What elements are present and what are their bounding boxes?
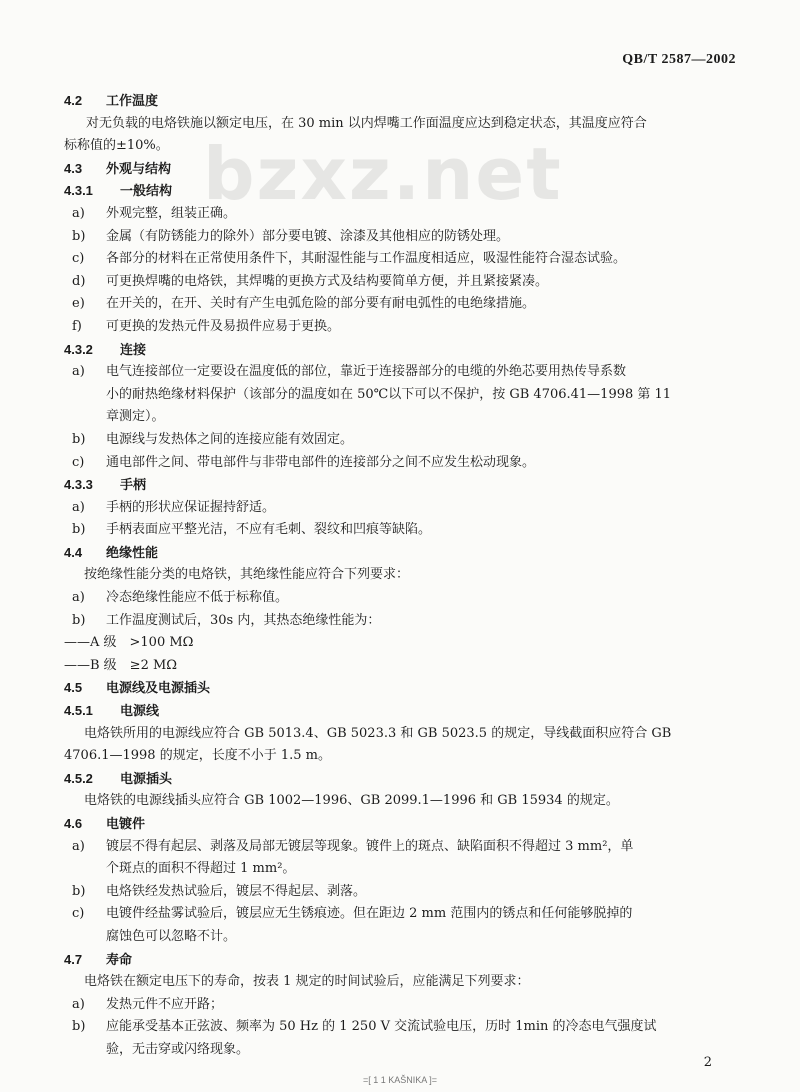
section-title: 寿命	[106, 952, 133, 968]
section-number: 4.3	[64, 160, 83, 176]
section-title: 一般结构	[120, 184, 173, 200]
list-item-text: 电气连接部位一定要设在温度低的部位，靠近于连接器部分的电缆的外绝芯要用热传导系数	[106, 364, 627, 380]
standard-code: QB/T 2587—2002	[622, 52, 736, 67]
list-item-text: 发热元件不应开路；	[106, 996, 224, 1012]
text-line: 标称值的±10%。	[64, 138, 169, 154]
section-number: 4.4	[64, 544, 83, 560]
list-item-text: 可更换焊嘴的电烙铁，其焊嘴的更换方式及结构要简单方便，并且紧接紧凑。	[106, 273, 549, 289]
list-item-text: 电源线与发热体之间的连接应能有效固定。	[106, 431, 354, 447]
list-marker: c)	[72, 906, 85, 922]
section-title: 连接	[120, 342, 147, 358]
list-item	[64, 881, 740, 904]
section-title: 电源线及电源插头	[106, 681, 211, 697]
list-item-text: 可更换的发热元件及易损件应易于更换。	[106, 318, 341, 334]
section-heading	[64, 180, 740, 203]
list-marker: a)	[72, 499, 85, 515]
section-heading	[64, 768, 740, 791]
section-number: 4.6	[64, 816, 83, 831]
section-title: 电镀件	[106, 817, 146, 832]
section-title: 工作温度	[106, 94, 159, 109]
section-heading	[64, 700, 740, 723]
section-title: 手柄	[120, 478, 147, 494]
list-item	[64, 203, 740, 226]
section-number: 4.3.1	[64, 183, 93, 199]
list-item	[64, 1016, 740, 1039]
list-item	[64, 587, 740, 610]
list-item	[64, 293, 740, 316]
text-line: 4706.1—1998 的规定，长度不小于 1.5 m。	[64, 748, 331, 764]
list-item	[64, 271, 740, 294]
section-number: 4.2	[64, 93, 83, 108]
text-line: 电烙铁在额定电压下的寿命，按表 1 规定的时间试验后，应能满足下列要求：	[84, 974, 530, 990]
list-item-text: 手柄表面应平整光洁，不应有毛刺、裂纹和凹痕等缺陷。	[106, 522, 432, 538]
section-title: 外观与结构	[106, 161, 172, 177]
list-item-text: 金属（有防锈能力的除外）部分要电镀、涂漆及其他相应的防锈处理。	[106, 228, 510, 244]
list-marker: d)	[72, 273, 86, 289]
list-item-text: 冷态绝缘性能应不低于标称值。	[106, 590, 289, 606]
section-title: 电源插头	[120, 771, 173, 787]
section-number: 4.5.1	[64, 703, 93, 719]
section-heading	[64, 949, 740, 972]
section-heading	[64, 542, 740, 565]
list-marker: b)	[72, 1019, 86, 1035]
section-number: 4.3.2	[64, 341, 93, 357]
list-item-text: 应能承受基本正弦波、频率为 50 Hz 的 1 250 V 交流试验电压，历时 1min 的冷态电气强度试	[106, 1019, 657, 1035]
list-item-text: 电镀件经盐雾试验后，镀层应无生锈痕迹。但在距边 2 mm 范围内的锈点和任何能够脱掉的	[106, 906, 633, 922]
list-marker: a)	[72, 205, 85, 221]
text-line: 腐蚀色可以忽略不计。	[106, 928, 237, 944]
footer-mark: =[ 1 1 KAŠNIKA ]=	[362, 1075, 438, 1085]
section-number: 4.5	[64, 680, 83, 696]
list-item-text: 通电部件之间、带电部件与非带电部件的连接部分之间不应发生松动现象。	[106, 454, 536, 470]
document-body	[64, 90, 740, 1062]
list-item-text: 手柄的形状应保证握持舒适。	[106, 499, 276, 515]
list-item-text: 镀层不得有起层、剥落及局部无镀层等现象。镀件上的斑点、缺陷面积不得超过 3 mm²，单	[106, 838, 634, 854]
list-marker: f)	[72, 318, 82, 334]
list-marker: b)	[72, 228, 86, 244]
section-heading	[64, 339, 740, 362]
list-marker: e)	[72, 296, 85, 312]
section-number: 4.7	[64, 951, 83, 967]
text-line: ——A 级 >100 MΩ	[64, 635, 194, 651]
section-title: 电源线	[120, 704, 160, 720]
section-number: 4.3.3	[64, 477, 93, 493]
section-heading	[64, 677, 740, 700]
section-heading	[64, 474, 740, 497]
text-line: 章测定）。	[106, 409, 165, 425]
list-marker: a)	[72, 590, 85, 606]
list-item	[64, 519, 740, 542]
text-line: 按绝缘性能分类的电烙铁，其绝缘性能应符合下列要求：	[84, 567, 410, 583]
list-item-text: 外观完整，组装正确。	[106, 205, 237, 221]
list-item	[64, 994, 740, 1017]
list-item-text: 电烙铁经发热试验后，镀层不得起层、剥落。	[106, 883, 367, 899]
list-item	[64, 429, 740, 452]
section-number: 4.5.2	[64, 770, 93, 786]
list-marker: b)	[72, 612, 86, 628]
list-item	[64, 610, 740, 633]
list-item	[64, 452, 740, 475]
watermark: bzxz.net	[203, 132, 563, 216]
list-item	[64, 361, 740, 384]
list-item	[64, 836, 740, 859]
page-number: 2	[703, 1055, 712, 1070]
list-marker: a)	[72, 838, 85, 854]
section-heading	[64, 813, 740, 836]
section-heading	[64, 158, 740, 181]
text-line: 验，无击穿或闪络现象。	[106, 1041, 250, 1057]
list-marker: b)	[72, 883, 86, 899]
text-line: 小的耐热绝缘材料保护（该部分的温度如在 50℃以下可以不保护，按 GB 4706.41—1998 第 11	[106, 386, 672, 402]
text-line: 电烙铁的电源线插头应符合 GB 1002—1996、GB 2099.1—1996 和 GB 15934 的规定。	[84, 793, 619, 809]
list-marker: a)	[72, 364, 85, 380]
list-marker: c)	[72, 251, 85, 267]
list-item	[64, 226, 740, 249]
text-line: ——B 级 ≥2 MΩ	[64, 657, 178, 673]
section-title: 绝缘性能	[106, 545, 159, 561]
list-item	[64, 903, 740, 926]
text-line: 个斑点的面积不得超过 1 mm²。	[106, 861, 296, 877]
text-line: 对无负载的电烙铁施以额定电压，在 30 min 以内焊嘴工作面温度应达到稳定状态，其温度应符合	[86, 115, 647, 131]
list-item-text: 工作温度测试后，30s 内，其热态绝缘性能为：	[106, 612, 381, 628]
list-marker: b)	[72, 522, 86, 538]
list-item-text: 在开关的，在开、关时有产生电弧危险的部分要有耐电弧性的电绝缘措施。	[106, 296, 536, 312]
list-marker: b)	[72, 431, 86, 447]
text-line: 电烙铁所用的电源线应符合 GB 5013.4、GB 5023.3 和 GB 5023.5 的规定，导线截面积应符合 GB	[84, 725, 672, 741]
list-item	[64, 316, 740, 339]
list-item-text: 各部分的材料在正常使用条件下，其耐湿性能与工作温度相适应，吸湿性能符合湿态试验。	[106, 251, 627, 267]
list-item	[64, 248, 740, 271]
list-item	[64, 497, 740, 520]
list-marker: c)	[72, 454, 85, 470]
section-heading	[64, 90, 740, 113]
list-marker: a)	[72, 996, 85, 1012]
